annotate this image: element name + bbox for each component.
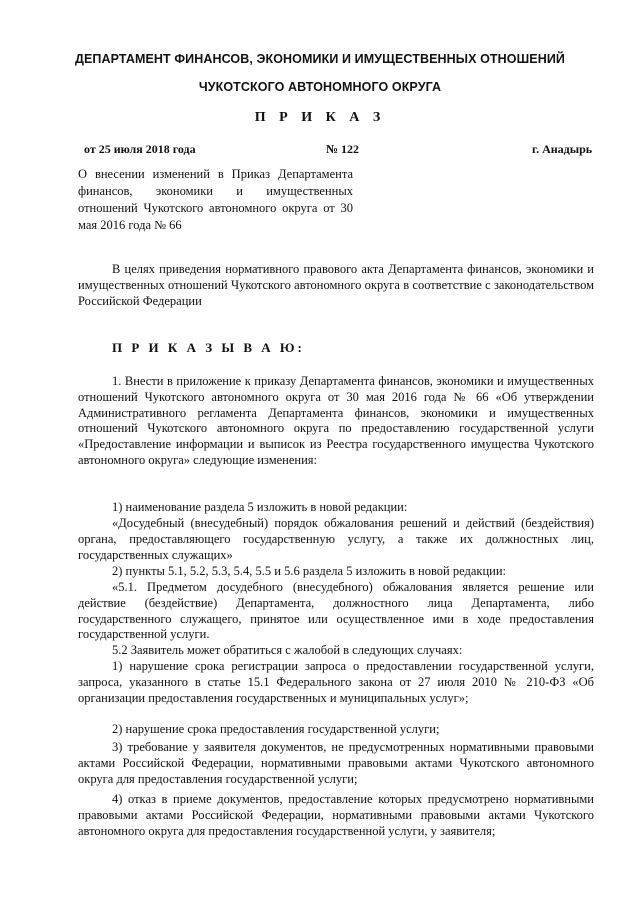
order-subject: О внесении изменений в Приказ Департамента финансов, экономики и имущественных отношений Чукотского автономного округа от 30 мая 2016 года № 66 <box>78 167 353 232</box>
body-paragraph-3: «Досудебный (внесудебный) порядок обжалования решений и действий (бездействия) органа, предоставляющего государственную услугу, а также их должностных лиц, государственных служащих» <box>78 516 594 562</box>
order-date: от 25 июля 2018 года <box>84 142 196 156</box>
body-paragraph-7: 1) нарушение срока регистрации запроса о предоставлении государственной услуги, запроса, указанного в статье 15.1 Федерального закона от 27 июля 2010 № 210-ФЗ «Об организации предоставления государственных и муниципальных услуг»; <box>78 659 594 705</box>
order-word: П Р И К А З Ы В А Ю: <box>112 340 305 355</box>
document-title: П Р И К А З <box>254 110 386 125</box>
body-paragraph-1: 1. Внести в приложение к приказу Департамента финансов, экономики и имущественных отношений Чукотского автономного округа от 30 мая 2016 года № 66 «Об утверждении Административного регламента Департамента финансов, экономики и имущественных отношений Чукотского автономного округа по предоставлению государственной услуги «Предоставление информации и выписок из Реестра государственного имущества Чукотского автономного округа» следующие изменения: <box>78 374 594 467</box>
body-paragraph-8: 2) нарушение срока предоставления государственной услуги; <box>112 722 440 736</box>
order-place: г. Анадырь <box>532 142 593 156</box>
body-paragraph-2: 1) наименование раздела 5 изложить в новой редакции: <box>112 500 408 514</box>
department-header-line1: ДЕПАРТАМЕНТ ФИНАНСОВ, ЭКОНОМИКИ И ИМУЩЕСТВЕННЫХ ОТНОШЕНИЙ <box>74 52 566 66</box>
preamble: В целях приведения нормативного правового акта Департамента финансов, экономики и имущественных отношений Чукотского автономного округа в соответствие с законодательством Российской Федерации <box>78 262 594 308</box>
body-paragraph-10: 4) отказ в приеме документов, предоставление которых предусмотрено нормативными правовыми актами Российской Федерации, нормативными правовыми актами Чукотского автономного округа для предоставления государственной услуги, у заявителя; <box>78 792 594 838</box>
department-header-line2: ЧУКОТСКОГО АВТОНОМНОГО ОКРУГА <box>198 80 442 94</box>
body-paragraph-6: 5.2 Заявитель может обратиться с жалобой в следующих случаях: <box>112 643 463 657</box>
body-paragraph-9: 3) требование у заявителя документов, не предусмотренных нормативными правовыми актами Российской Федерации, нормативными правовыми актами Чукотского автономного округа для предоставления государственной услуги; <box>78 740 594 786</box>
body-paragraph-5: «5.1. Предметом досудебного (внесудебного) обжалования является решение или действие (бездействие) Департамента, должностного лица Департамента, либо государственного служащего, принятое или осуществленное ими в ходе предоставления государственной услуги. <box>78 580 594 642</box>
order-number: № 122 <box>326 142 360 156</box>
body-paragraph-4: 2) пункты 5.1, 5.2, 5.3, 5.4, 5.5 и 5.6 раздела 5 изложить в новой редакции: <box>112 564 507 578</box>
